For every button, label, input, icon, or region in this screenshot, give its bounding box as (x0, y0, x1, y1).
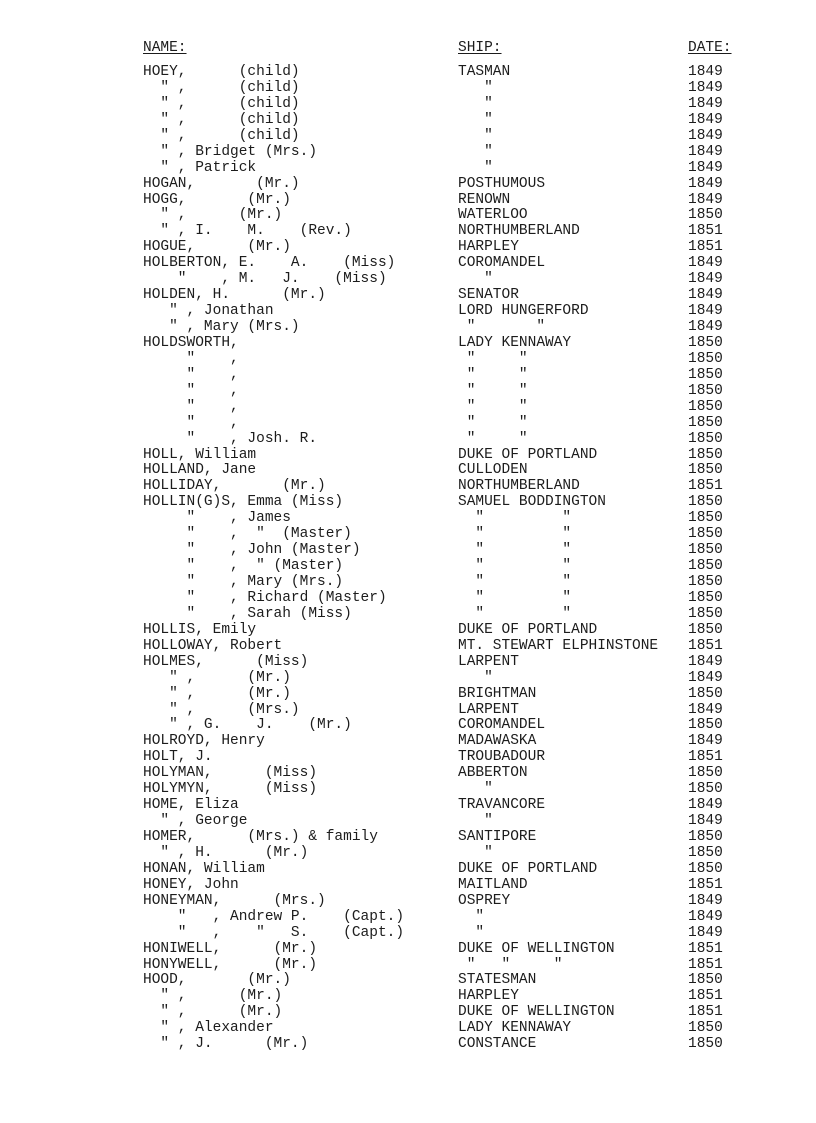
table-row (0, 542, 816, 558)
ship-name-cell: " (458, 159, 493, 176)
passenger-name-cell: " , (143, 414, 239, 431)
date-cell: 1849 (688, 95, 723, 112)
table-row (0, 941, 816, 957)
ship-name-cell: COROMANDEL (458, 717, 546, 734)
ship-name-cell: TROUBADOUR (458, 749, 546, 766)
ship-name-cell: " " (458, 366, 528, 383)
date-cell: 1850 (688, 589, 723, 606)
date-cell: 1849 (688, 255, 723, 272)
date-cell: 1849 (688, 813, 723, 830)
date-cell: 1850 (688, 366, 723, 383)
ship-name-cell: LADY KENNAWAY (458, 1020, 572, 1037)
passenger-name-cell: " , (143, 398, 239, 415)
table-row (0, 1036, 816, 1052)
ship-name-cell: " " " (458, 956, 563, 973)
date-cell: 1850 (688, 542, 723, 559)
passenger-name-cell: " , John (Master) (143, 542, 361, 559)
passenger-name-cell: HOGUE, (Mr.) (143, 239, 291, 256)
passenger-name-cell: HOLDSWORTH, (143, 334, 239, 351)
ship-name-cell: " (458, 79, 493, 96)
ship-name-cell: " (458, 127, 493, 144)
passenger-name-cell: " , George (143, 813, 248, 830)
passenger-name-cell: " , (child) (143, 111, 300, 128)
date-cell: 1849 (688, 143, 723, 160)
ship-column-header: SHIP: (458, 40, 502, 56)
table-row (0, 447, 816, 463)
table-row (0, 494, 816, 510)
table-row (0, 303, 816, 319)
date-cell: 1850 (688, 462, 723, 479)
passenger-name-cell: " , Mary (Mrs.) (143, 319, 300, 335)
date-cell: 1849 (688, 175, 723, 192)
date-cell: 1849 (688, 303, 723, 320)
ship-name-cell: DUKE OF WELLINGTON (458, 1004, 615, 1021)
date-cell: 1849 (688, 319, 723, 335)
table-row (0, 558, 816, 574)
passenger-name-cell: " , Alexander (143, 1020, 274, 1037)
ship-name-cell: " (458, 111, 493, 128)
table-row (0, 606, 816, 622)
ship-name-cell: DUKE OF PORTLAND (458, 621, 598, 638)
passenger-name-cell: HOLLAND, Jane (143, 462, 257, 479)
table-row (0, 638, 816, 654)
ship-name-cell: " (458, 844, 493, 861)
passenger-name-cell: HOLMES, (Miss) (143, 653, 309, 670)
ship-name-cell: " (458, 781, 493, 798)
date-cell: 1849 (688, 924, 723, 941)
ship-name-cell: WATERLOO (458, 207, 528, 224)
passenger-name-cell: " , Josh. R. (143, 430, 318, 447)
passenger-name-cell: " , " S. (Capt.) (143, 924, 405, 941)
ship-name-cell: SAMUEL BODDINGTON (458, 494, 606, 511)
date-cell: 1850 (688, 207, 723, 224)
passenger-name-cell: HOEY, (child) (143, 64, 300, 80)
date-cell: 1849 (688, 669, 723, 686)
ship-name-cell: STATESMAN (458, 972, 537, 989)
passenger-name-cell: " , Sarah (Miss) (143, 605, 352, 622)
date-cell: 1850 (688, 430, 723, 447)
date-cell: 1851 (688, 956, 723, 973)
passenger-name-cell: " , James (143, 510, 291, 527)
date-cell: 1849 (688, 111, 723, 128)
passenger-name-cell: " , (143, 366, 239, 383)
ship-name-cell: DUKE OF WELLINGTON (458, 940, 615, 957)
ship-name-cell: COROMANDEL (458, 255, 546, 272)
table-row (0, 287, 816, 303)
ship-name-cell: HARPLEY (458, 988, 519, 1005)
ship-name-cell: " " (458, 510, 572, 527)
ship-name-cell: OSPREY (458, 892, 511, 909)
passenger-name-cell: " , (143, 382, 239, 399)
date-cell: 1850 (688, 350, 723, 367)
date-cell: 1851 (688, 876, 723, 893)
ship-name-cell: " " (458, 558, 572, 575)
date-cell: 1849 (688, 79, 723, 96)
date-cell: 1850 (688, 972, 723, 989)
table-row (0, 223, 816, 239)
passenger-name-cell: " , (Mrs.) (143, 701, 300, 718)
passenger-name-cell: " , (Mr.) (143, 207, 283, 224)
table-row (0, 96, 816, 112)
ship-name-cell: " " (458, 526, 572, 543)
table-row (0, 383, 816, 399)
date-cell: 1850 (688, 781, 723, 798)
date-cell: 1850 (688, 414, 723, 431)
date-cell: 1850 (688, 621, 723, 638)
table-row (0, 893, 816, 909)
date-cell: 1851 (688, 239, 723, 256)
passenger-list (0, 64, 816, 1052)
date-cell: 1849 (688, 287, 723, 304)
passenger-name-cell: HONEYMAN, (Mrs.) (143, 892, 326, 909)
passenger-name-cell: HOLLIDAY, (Mr.) (143, 478, 326, 495)
table-row (0, 319, 816, 335)
ship-name-cell: " " (458, 414, 528, 431)
passenger-name-cell: " , Patrick (143, 159, 257, 176)
table-row (0, 510, 816, 526)
date-cell: 1851 (688, 940, 723, 957)
date-cell: 1851 (688, 223, 723, 240)
passenger-name-cell: HOLL, William (143, 446, 257, 463)
ship-name-cell: TASMAN (458, 64, 511, 80)
passenger-name-cell: " , (child) (143, 79, 300, 96)
ship-name-cell: " " (458, 319, 546, 335)
ship-name-cell: BRIGHTMAN (458, 685, 537, 702)
passenger-name-cell: HOGG, (Mr.) (143, 191, 291, 208)
passenger-name-cell: HOLBERTON, E. A. (Miss) (143, 255, 396, 272)
table-row (0, 255, 816, 271)
passenger-name-cell: HOLYMYN, (Miss) (143, 781, 318, 798)
date-cell: 1849 (688, 64, 723, 80)
table-row (0, 462, 816, 478)
ship-name-cell: " " (458, 574, 572, 590)
passenger-name-cell: " , I. M. (Rev.) (143, 223, 352, 240)
passenger-name-cell: HOLYMAN, (Miss) (143, 765, 318, 782)
ship-name-cell: " " (458, 589, 572, 606)
passenger-name-cell: HOMER, (Mrs.) & family (143, 829, 378, 845)
passenger-name-cell: " , (Mr.) (143, 685, 291, 702)
passenger-name-cell: " , Andrew P. (Capt.) (143, 908, 405, 925)
date-cell: 1850 (688, 574, 723, 590)
passenger-name-cell: " , (Mr.) (143, 988, 283, 1005)
passenger-name-cell: " , G. J. (Mr.) (143, 717, 352, 734)
date-cell: 1850 (688, 844, 723, 861)
date-cell: 1849 (688, 733, 723, 750)
table-row (0, 335, 816, 351)
column-header-row (0, 40, 816, 58)
passenger-name-cell: " , Richard (Master) (143, 589, 387, 606)
table-row (0, 367, 816, 383)
ship-name-cell: " " (458, 350, 528, 367)
ship-name-cell: DUKE OF PORTLAND (458, 860, 598, 877)
passenger-name-cell: " , (143, 350, 239, 367)
table-row (0, 829, 816, 845)
table-row (0, 749, 816, 765)
date-cell: 1849 (688, 797, 723, 814)
ship-name-cell: " " (458, 398, 528, 415)
passenger-name-cell: HONYWELL, (Mr.) (143, 956, 318, 973)
date-cell: 1850 (688, 510, 723, 527)
table-row (0, 717, 816, 733)
table-row (0, 239, 816, 255)
ship-name-cell: SANTIPORE (458, 829, 537, 845)
ship-name-cell: CONSTANCE (458, 1036, 537, 1053)
table-row (0, 702, 816, 718)
date-cell: 1849 (688, 892, 723, 909)
table-row (0, 797, 816, 813)
table-row (0, 861, 816, 877)
table-row (0, 144, 816, 160)
passenger-name-cell: " , H. (Mr.) (143, 844, 309, 861)
passenger-name-cell: " , Jonathan (143, 303, 274, 320)
table-row (0, 781, 816, 797)
ship-name-cell: " (458, 924, 485, 941)
table-row (0, 765, 816, 781)
ship-name-cell: " " (458, 430, 528, 447)
table-row (0, 957, 816, 973)
date-cell: 1849 (688, 159, 723, 176)
passenger-name-cell: " , (Mr.) (143, 669, 291, 686)
passenger-name-cell: " , (Mr.) (143, 1004, 283, 1021)
table-row (0, 80, 816, 96)
table-row (0, 877, 816, 893)
table-row (0, 670, 816, 686)
ship-name-cell: " (458, 271, 493, 288)
ship-name-cell: MADAWASKA (458, 733, 537, 750)
ship-name-cell: MAITLAND (458, 876, 528, 893)
name-column-header: NAME: (143, 40, 187, 56)
table-row (0, 192, 816, 208)
ship-name-cell: LARPENT (458, 701, 519, 718)
date-cell: 1850 (688, 1036, 723, 1053)
passenger-name-cell: " , Bridget (Mrs.) (143, 143, 318, 160)
date-cell: 1851 (688, 749, 723, 766)
date-cell: 1850 (688, 860, 723, 877)
ship-name-cell: SENATOR (458, 287, 519, 304)
ship-name-cell: LORD HUNGERFORD (458, 303, 589, 320)
date-cell: 1850 (688, 685, 723, 702)
passenger-name-cell: HOOD, (Mr.) (143, 972, 291, 989)
passenger-name-cell: HOME, Eliza (143, 797, 239, 814)
ship-name-cell: " (458, 813, 493, 830)
passenger-name-cell: HONEY, John (143, 876, 239, 893)
ship-name-cell: " (458, 669, 493, 686)
ship-name-cell: MT. STEWART ELPHINSTONE (458, 637, 659, 654)
date-cell: 1851 (688, 478, 723, 495)
date-cell: 1850 (688, 717, 723, 734)
table-row (0, 925, 816, 941)
ship-name-cell: TRAVANCORE (458, 797, 546, 814)
table-row (0, 622, 816, 638)
ship-name-cell: NORTHUMBERLAND (458, 478, 580, 495)
date-cell: 1850 (688, 1020, 723, 1037)
table-row (0, 845, 816, 861)
table-row (0, 574, 816, 590)
ship-name-cell: LADY KENNAWAY (458, 334, 572, 351)
ship-name-cell: " (458, 143, 493, 160)
table-row (0, 112, 816, 128)
date-cell: 1851 (688, 1004, 723, 1021)
passenger-name-cell: HOLLOWAY, Robert (143, 637, 283, 654)
date-cell: 1849 (688, 653, 723, 670)
table-row (0, 415, 816, 431)
date-cell: 1851 (688, 637, 723, 654)
ship-name-cell: " (458, 908, 485, 925)
date-cell: 1849 (688, 191, 723, 208)
table-row (0, 526, 816, 542)
passenger-name-cell: " , M. J. (Miss) (143, 271, 387, 288)
table-row (0, 988, 816, 1004)
date-cell: 1851 (688, 988, 723, 1005)
ship-name-cell: POSTHUMOUS (458, 175, 546, 192)
table-row (0, 478, 816, 494)
passenger-name-cell: HOLT, J. (143, 749, 213, 766)
date-cell: 1850 (688, 526, 723, 543)
table-row (0, 64, 816, 80)
ship-name-cell: " (458, 95, 493, 112)
table-row (0, 590, 816, 606)
table-row (0, 271, 816, 287)
table-row (0, 733, 816, 749)
table-row (0, 1004, 816, 1020)
table-row (0, 686, 816, 702)
passenger-name-cell: HOLLIS, Emily (143, 621, 257, 638)
passenger-name-cell: " , J. (Mr.) (143, 1036, 309, 1053)
ship-name-cell: " " (458, 542, 572, 559)
ship-name-cell: " " (458, 382, 528, 399)
passenger-name-cell: " , (child) (143, 127, 300, 144)
table-row (0, 972, 816, 988)
passenger-name-cell: " , " (Master) (143, 558, 344, 575)
date-cell: 1850 (688, 398, 723, 415)
table-row (0, 160, 816, 176)
ship-name-cell: ABBERTON (458, 765, 528, 782)
date-cell: 1850 (688, 382, 723, 399)
date-cell: 1850 (688, 765, 723, 782)
date-cell: 1849 (688, 908, 723, 925)
passenger-name-cell: HOGAN, (Mr.) (143, 175, 300, 192)
date-cell: 1849 (688, 271, 723, 288)
table-row (0, 813, 816, 829)
table-row (0, 1020, 816, 1036)
passenger-name-cell: HOLROYD, Henry (143, 733, 265, 750)
date-cell: 1849 (688, 127, 723, 144)
ship-name-cell: RENOWN (458, 191, 511, 208)
passenger-name-cell: " , " (Master) (143, 526, 352, 543)
date-cell: 1850 (688, 558, 723, 575)
ship-name-cell: LARPENT (458, 653, 519, 670)
date-cell: 1850 (688, 494, 723, 511)
passenger-name-cell: HONIWELL, (Mr.) (143, 940, 318, 957)
date-cell: 1850 (688, 446, 723, 463)
ship-name-cell: DUKE OF PORTLAND (458, 446, 598, 463)
passenger-name-cell: HONAN, William (143, 860, 265, 877)
passenger-name-cell: HOLLIN(G)S, Emma (Miss) (143, 494, 344, 511)
table-row (0, 351, 816, 367)
ship-name-cell: CULLODEN (458, 462, 528, 479)
table-row (0, 176, 816, 192)
passenger-name-cell: " , (child) (143, 95, 300, 112)
date-column-header: DATE: (688, 40, 732, 56)
date-cell: 1850 (688, 605, 723, 622)
passenger-name-cell: HOLDEN, H. (Mr.) (143, 287, 326, 304)
date-cell: 1850 (688, 334, 723, 351)
table-row (0, 207, 816, 223)
ship-name-cell: NORTHUMBERLAND (458, 223, 580, 240)
table-row (0, 909, 816, 925)
table-row (0, 128, 816, 144)
date-cell: 1850 (688, 829, 723, 845)
date-cell: 1849 (688, 701, 723, 718)
table-row (0, 431, 816, 447)
table-row (0, 399, 816, 415)
ship-name-cell: " " (458, 605, 572, 622)
ship-name-cell: HARPLEY (458, 239, 519, 256)
passenger-name-cell: " , Mary (Mrs.) (143, 574, 344, 590)
table-row (0, 654, 816, 670)
